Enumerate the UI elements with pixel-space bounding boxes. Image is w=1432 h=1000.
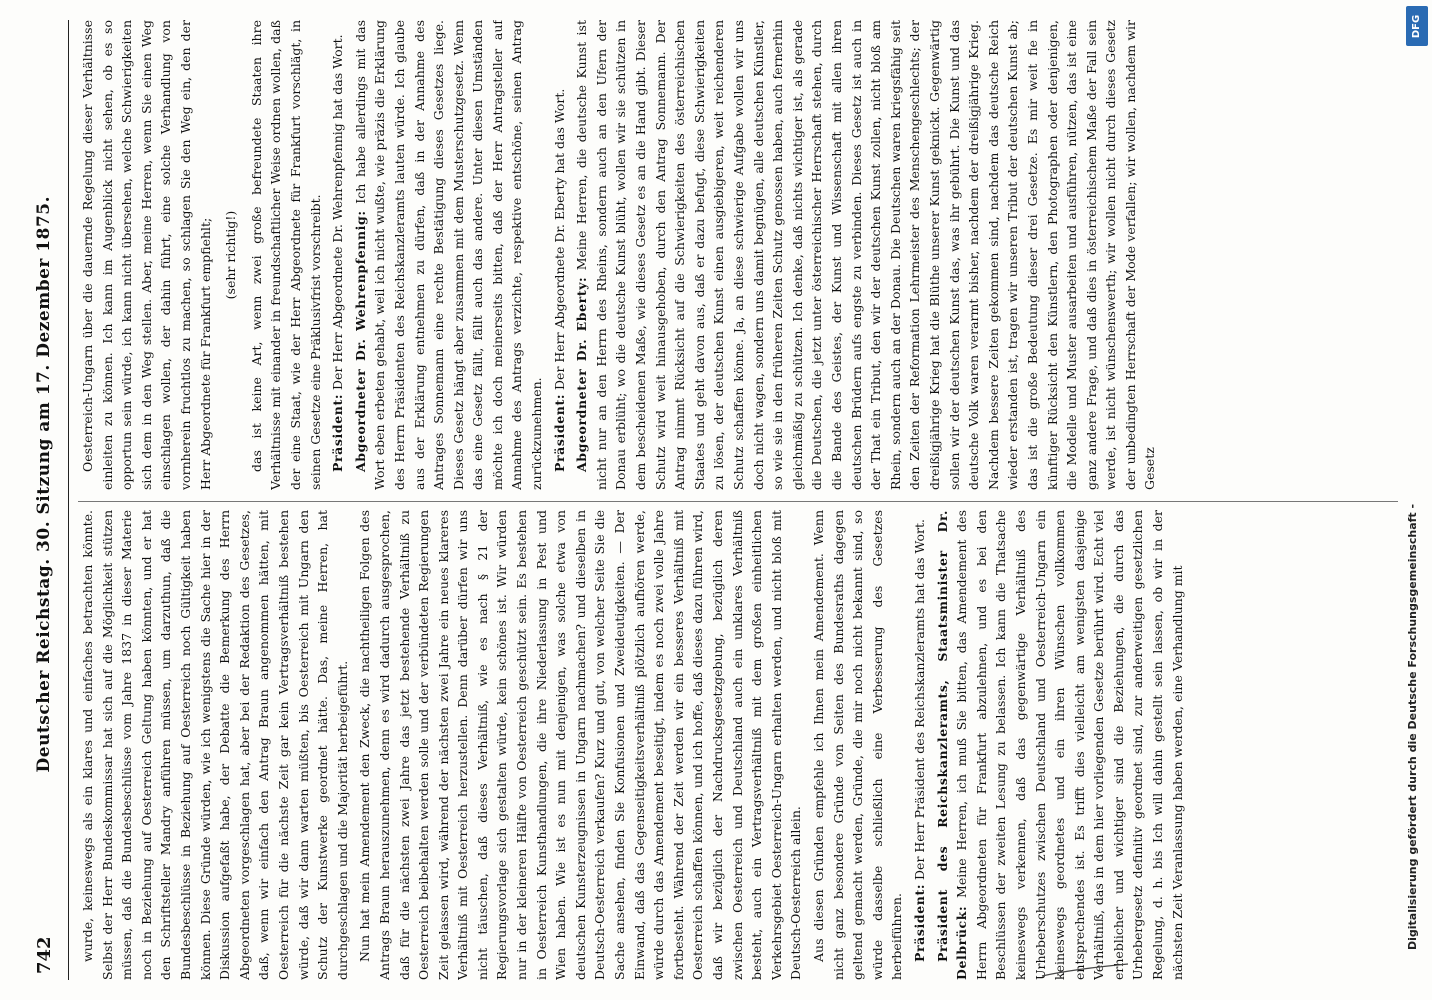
page-header <box>20 20 69 980</box>
speaker-name: Präsident des Reichskanzleramts, Staatsminister Dr. Delbrück: <box>934 510 970 980</box>
right-column <box>78 20 1408 490</box>
speech-paragraph <box>550 20 570 490</box>
body-paragraph: das ist keine Art, wenn zwei große befreundete Staaten ihre Verhältnisse mit einander in freundschaftlicher Weise ordnen wollen, daß der eine Staat, wie der Herr Abgeordnete für Frankfurt vorschlägt, in seinen Gesetze eine Präklusivfrist vorschreibt. <box>248 20 323 490</box>
body-paragraph: Nun hat mein Amendement den Zweck, die nachtheiligen Folgen des Antrags Braun herauszunehmen, denn es wird dadurch ausgesprochen, daß für die nächsten zwei Jahre das jetzt bestehende Verhältniß zu Oesterreich beibehalten werden solle und der verbündeten Regierungen Zeit gelassen wird, während der nächsten zwei Jahre ein neues klareres Verhältniß mit Oesterreich herzustellen. Denn darüber dürfen wir uns nicht täuschen, daß dieses Verhältniß, wie es nach § 21 der Regierungsvorlage sich gestalten würde, kein schönes ist. Wir würden nur in der kleineren Hälfte von Oesterreich geschützt sein. Es bestehen in Oesterreich Kunsthandlungen, die ihre Niederlassung in Pest und Wien haben. Wie ist es nun mit denjenigen, was solche etwa von deutschen Kunsterzeugnissen in Ungarn nachmachen? und dieselben in Deutsch-Oesterreich verkaufen? Kurz und gut, von welcher Seite Sie die Sache ansehen, finden Sie Konfusionen und Zweideutigkeiten. — Der Einwand, daß das Gegenseitigkeitsverhältniß plötzlich aufhören werde, würde durch das Amendement beseitigt, indem es noch zwei volle Jahre fortbesteht. Während der Zeit werden wir ein besseres Verhältniß mit Oesterreich schaffen können, und ich hoffe, daß dieses dazu führen wird, daß wir bezüglich der Nachdrucksgesetzgebung, bezüglich deren zwischen Oesterreich und Deutschland auch ein unklares Verhältniß besteht, auch ein Vertragsverhältniß mit dem großen einheitlichen Verkehrsgebiet Oesterreich-Ungarn erhalten werden, und nicht bloß mit Deutsch-Oesterreich allein. <box>357 510 804 980</box>
pencil-mark-icon <box>1040 960 1130 980</box>
speech-paragraph <box>328 20 348 490</box>
speech-paragraph <box>910 510 930 980</box>
dfg-logo-text: DFG <box>1411 14 1423 38</box>
dfg-logo-icon <box>1406 6 1428 46</box>
page-number: 742 <box>33 936 55 974</box>
speech-text: Meine Herren, ich muß Sie bitten, das Amendement des Herrn Abgeordneten für Frankfurt abzulehnen, und es bei den Beschlüssen der zweiten Lesung zu belassen. Ich kann die Thatsache keineswegs verkennen, daß das gegenwärtige Verhältniß des Urheberschutzes zwischen Deutschland und Oesterreich-Ungarn ein keineswegs geordnetes und ein ihren Wünschen vollkommen entsprechendes ist. Es trifft dies vielleicht am wenigsten dasjenige Verhältniß, das in dem hier vorliegenden Gesetze berührt wird. Echt viel erheblicher und wichtiger sind die Beziehungen, die durch das Urhebergesetz definitiv geordnet sind, zur anderweitigen gesetzlichen Regelung, d. h. bis Ich will dahin gestellt sein lassen, ob wir in der nächsten Zeit Veranlassung haben werden, eine Verhandlung mit <box>954 510 1185 980</box>
left-column <box>78 510 1408 980</box>
body-paragraph: Aus diesen Gründen empfehle ich Ihnen mein Amendement. Wenn nicht ganz besondere Gründe von Seiten des Bundesraths dagegen geltend gemacht werden, Gründe, die mir noch nicht bekannt sind, so würde dasselbe schließlich eine Verbesserung des Gesetzes herbeiführen. <box>810 510 905 980</box>
body-paragraph: wurde, keineswegs als ein klares und einfaches betrachten könnte. Selbst der Herr Bundeskommissar hat sich auf die Möglichkeit stützen müssen, daß die Bundesbeschlüsse vom Jahre 1837 in dieser Materie noch in Beziehung auf Oesterreich Geltung haben könnten, und er hat den Schriftsteller Mandry anführen müssen, um darzuthun, daß die Bundesbeschlüsse in Beziehung auf Oesterreich noch Gültigkeit haben können. Diese Gründe würden, wie ich wenigstens die Sache hier in der Diskussion aufgefaßt habe, der Debatte die Bemerkung des Herrn Abgeordneten vorgeschlagen hat, aber bei der Redaktion des Gesetzes, daß, wenn wir einfach den Antrag Braun angenommen hätten, mit Oesterreich für die nächste Zeit gar kein Vertragsverhältniß bestehen würde, daß wir dann warten müßten, bis Oesterreich mit Ungarn den Schutz der Kunstwerke geordnet hätte. Das, meine Herren, hat durchgeschlagen und die Majorität herbeigeführt. <box>80 510 350 980</box>
speech-paragraph <box>572 20 1160 490</box>
speech-text: Meine Herren, die deutsche Kunst ist nicht nur an den Herrn des Rheins, sondern auch an den Ufern der Donau erblüht; wo die deutsche Kunst blüht, wollen wir sie schützen in dem bescheidenen Maße, wie dieses Gesetz es an die Hand gibt. Dieser Schutz wird weit hinausgehoben, durch den Antrag Sonnemann. Der Antrag nimmt Rücksicht auf die Schwierigkeiten des österreichischen Staates und geht davon aus, daß er dazu befugt, diese Schwierigkeiten zu lösen, der deutschen Kunst einen ausgiebigeren, weit reichenderen Schutz schaffen könne. Ja, an diese schwierige Aufgabe wollen wir uns doch nicht wagen, sondern uns damit begnügen, alle deutschen Künstler, so wie sie in den früheren Zeiten Schutz genossen haben, auch fernerhin gleichmäßig zu schützen. Ich denke, daß nichts wichtiger ist, als gerade die Deutschen, die jetzt unter österreichischer Herrschaft stehen, durch die Bande des Geistes, der Kunst und Wissenschaft mit allen ihren deutschen Brüdern aufs engste zu verbinden. Dieses Gesetz ist auch in der That ein Tribut, den wir der deutschen Kunst zollen, nicht bloß am Rhein, sondern auch an der Donau. Die Deutschen waren kriegsfähig seit den Zeiten der Reformation Lehrmeister des Menschengeschlechts; der dreißigjährige Krieg hat die Blüthe unserer Kunst geknickt. Gegenwärtig sollen wir der deutschen Kunst das, was ihr gebührt. Die Kunst und das deutsche Volk waren verarmt bisher, nachdem der dreißigjährige Krieg. Nachdem bessere Zeiten gekommen sind, nachdem das deutsche Reich wieder erstanden ist, tragen wir unseren Tribut der deutschen Kunst ab; das ist die große Bedeutung dieser drei Gesetze. Es mir weit fie in künftiger Rücksicht den Künstlern, den Photographen oder denjenigen, die Modelle und Muster ausarbeiten und ausführen, nützen, das ist eine ganz andere Frage, und daß dies in österreichischem Maße der Fall sein werde, ist nicht wünschenswerth; wir wollen nicht durch dieses Gesetz der unbedingten Herrschaft der Mode verfallen; wir wollen, nachdem wir Gesetz <box>574 20 1158 490</box>
text-columns <box>78 20 1408 980</box>
speech-text: Der Herr Abgeordnete Dr. Eberty hat das Wort. <box>551 88 567 394</box>
speaker-name: Präsident: <box>911 883 927 962</box>
speech-paragraph <box>933 510 1188 980</box>
speech-paragraph <box>351 20 547 490</box>
credit-text: Digitalisierung gefördert durch die Deutsche Forschungsgemeinschaft - <box>1406 503 1419 950</box>
digitization-credit <box>1402 40 1426 960</box>
interjection: (sehr richtig!) <box>223 210 239 300</box>
column-divider <box>78 501 1398 502</box>
body-paragraph: Oesterreich-Ungarn über die dauernde Regelung dieser Verhältnisse einleiten zu können. Ich kann im Augenblick nicht sehen, ob es so opportun sein würde, ich kann nicht übersehen, welche Schwierigkeiten sich dem in den Weg stellen. Aber, meine Herren, wenn Sie einen Weg einschlagen wollen, der dahin führt, eine solche Verhandlung von vornherein fruchtlos zu machen, so schlagen Sie den Weg ein, den der Herr Abgeordnete für Frankfurt empfiehlt; <box>80 20 213 490</box>
speaker-name: Präsident: <box>551 393 567 472</box>
speech-text: Der Herr Abgeordnete Dr. Wehrenpfennig hat das Wort. <box>330 34 346 394</box>
speaker-name: Präsident: <box>330 393 346 472</box>
speaker-name: Abgeordneter Dr. Eberty: <box>574 276 590 472</box>
speech-text: Ich habe allerdings mit das Wort eben erbeten gehabt, weil ich nicht wußte, wie präzis die Erklärung des Herrn Präsidenten des Reichskanzleramts lauten würde. Ich glaube aus der Erklärung entnehmen zu dürfen, daß in der Annahme des Antrages Sonnemann eine rechte Bestätigung dieses Gesetzes liege. Dieses Gesetz hängt aber zusammen mit dem Musterschutzgesetz. Wenn das eine Gesetz fällt, fällt auch das andere. Unter diesen Umständen möchte ich doch meinerseits bitten, daß der Herr Antragsteller auf Annahme des Antrags verzichte, respektive entschöne, seinen Antrag zurückzunehmen. <box>352 20 545 490</box>
speech-text: Der Herr Präsident des Reichskanzleramts hat das Wort. <box>911 519 927 884</box>
speaker-name: Abgeordneter Dr. Wehrenpfennig: <box>352 210 368 472</box>
rotated-printed-page <box>20 20 1410 980</box>
running-title: Deutscher Reichstag. 30. Sitzung am 17. Dezember 1875. <box>34 195 54 773</box>
